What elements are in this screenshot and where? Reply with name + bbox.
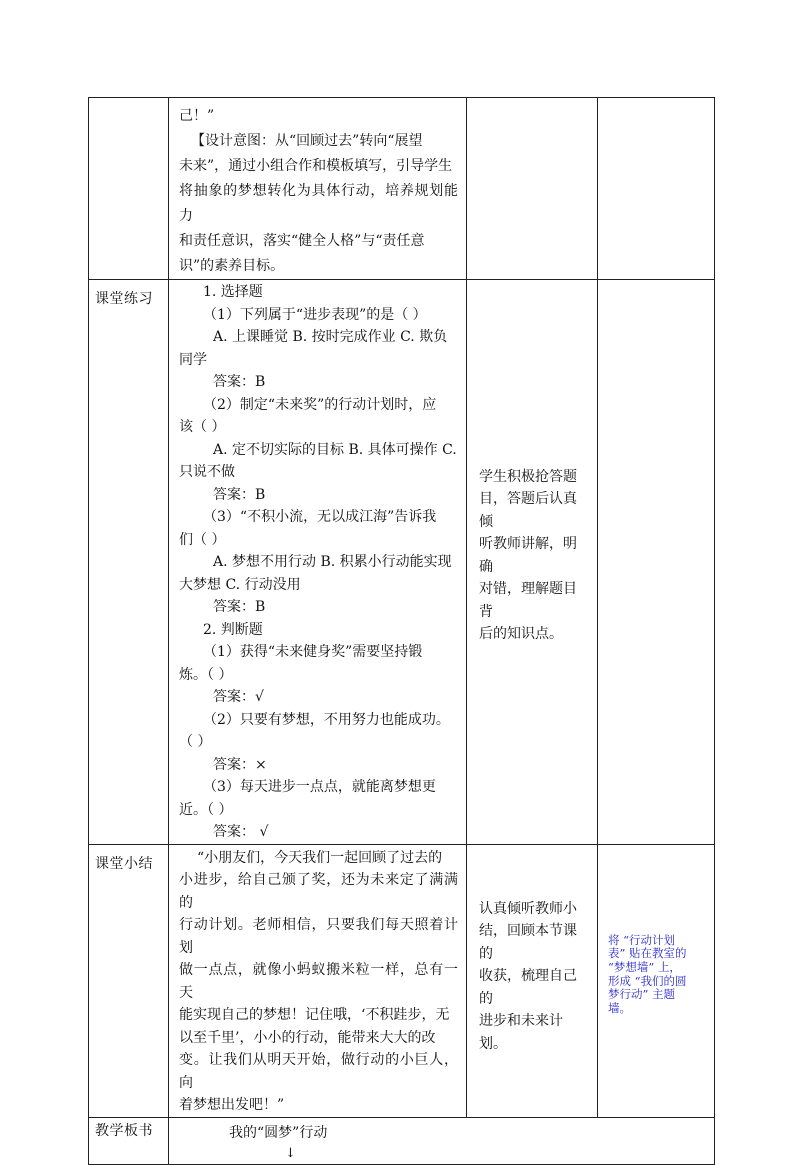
text-line: 识”的素养目标。 bbox=[179, 258, 285, 274]
effect-cell-empty bbox=[598, 98, 715, 280]
text-line: 和责任意识，落实“健全人格”与“责任意 bbox=[179, 233, 425, 249]
answer-line: 答案：B bbox=[213, 374, 266, 390]
text-line: 后的知识点。 bbox=[479, 626, 563, 643]
text-line: 对错，理解题目背 bbox=[479, 581, 577, 620]
text-line: 进步和未来计划。 bbox=[479, 1013, 563, 1052]
text-line: 【设计意图：从“回顾过去”转向“展望 bbox=[191, 133, 423, 149]
text-line: “小朋友们，今天我们一起回顾了过去的 bbox=[197, 849, 443, 866]
effect-line: 表” 贴在教室的 bbox=[608, 946, 687, 961]
effect-cell-practice-empty bbox=[598, 280, 715, 845]
text-line: 2. 判断题 bbox=[203, 621, 263, 638]
text-line: 变。让我们从明天开始，做行动的小巨人，向 bbox=[179, 1052, 458, 1091]
answer-line: 答案：√ bbox=[213, 689, 264, 705]
text-line: 听教师讲解，明确 bbox=[479, 536, 577, 575]
text-line: 目，答题后认真倾 bbox=[479, 491, 577, 530]
text-line: 大梦想 C. 行动没用 bbox=[179, 576, 301, 593]
text-line: （1）下列属于“进步表现”的是（ ） bbox=[203, 306, 427, 323]
text-line: 1. 选择题 bbox=[203, 284, 263, 300]
effect-line: 墙。 bbox=[608, 1000, 631, 1015]
effect-line: 形成 “我们的圆 bbox=[608, 973, 687, 988]
label-cell-empty bbox=[89, 98, 169, 280]
board-title: 我的“圆梦”行动 bbox=[229, 1124, 328, 1141]
row-label-summary: 课堂小结 bbox=[89, 844, 169, 1117]
answer-line: 答案： √ bbox=[213, 824, 269, 840]
text-line: （2）只要有梦想，不用努力也能成功。 bbox=[203, 711, 450, 728]
table-row-design-intent bbox=[89, 98, 715, 280]
text-line: 以至千里’，小小的行动，能带来大大的改 bbox=[179, 1029, 436, 1046]
text-line: 能实现自己的梦想！记住哦，‘不积跬步，无 bbox=[179, 1007, 450, 1023]
text-line: 将抽象的梦想转化为具体行动，培养规划能力 bbox=[179, 183, 458, 224]
text-line: A. 上课睡觉 B. 按时完成作业 C. 欺负 bbox=[213, 329, 448, 345]
summary-content-cell bbox=[169, 844, 467, 1117]
text-line: （3）“不积小流，无以成江海”告诉我 bbox=[203, 509, 437, 525]
text-line: 同学 bbox=[179, 351, 207, 368]
effect-line: 梦行动” 主题 bbox=[608, 987, 676, 1002]
text-line: 小进步，给自己颁了奖，还为未来定了满满的 bbox=[179, 872, 458, 911]
text-line: （1）获得“未来健身奖”需要坚持锻 bbox=[203, 644, 423, 660]
student-activity-cell-practice bbox=[467, 280, 598, 845]
text-line: 行动计划。老师相信，只要我们每天照着计划 bbox=[179, 917, 458, 956]
text-line: 只说不做 bbox=[179, 464, 235, 480]
answer-line: 答案：× bbox=[213, 756, 267, 773]
effect-line: 将 “行动计划 bbox=[608, 932, 676, 947]
text-line: 结，回顾本节课的 bbox=[479, 923, 577, 962]
down-arrow-icon: ↓ bbox=[285, 1146, 296, 1161]
table-row-board bbox=[89, 1117, 715, 1165]
text-line: A. 梦想不用行动 B. 积累小行动能实现 bbox=[213, 554, 452, 570]
text-line: （ ） bbox=[179, 734, 212, 750]
effect-line: “梦想墙” 上， bbox=[608, 959, 681, 974]
text-line: A. 定不切实际的目标 B. 具体可操作 C. bbox=[213, 441, 457, 458]
text-line: 做一点点，就像小蚂蚁搬米粒一样，总有一天 bbox=[179, 962, 458, 1001]
text-line: 学生积极抢答题 bbox=[479, 468, 577, 485]
text-line: 己！” bbox=[179, 108, 215, 124]
row-label-board: 教学板书 bbox=[89, 1117, 169, 1165]
text-line: 认真倾听教师小 bbox=[479, 900, 577, 917]
board-content-cell bbox=[169, 1117, 715, 1165]
text-line: 们（ ） bbox=[179, 531, 226, 548]
lesson-plan-table bbox=[88, 97, 715, 1165]
table-row-summary bbox=[89, 844, 715, 1117]
text-line: 该（ ） bbox=[179, 419, 226, 435]
text-line: 着梦想出发吧！” bbox=[179, 1097, 285, 1113]
text-line: （3）每天进步一点点，就能离梦想更 bbox=[203, 779, 436, 795]
answer-line: 答案：B bbox=[213, 486, 266, 503]
effect-cell-summary bbox=[598, 844, 715, 1117]
text-line: 未来”，通过小组合作和模板填写，引导学生 bbox=[179, 158, 453, 174]
answer-line: 答案：B bbox=[213, 599, 266, 615]
design-intent-cell bbox=[169, 98, 467, 280]
text-line: 炼。（ ） bbox=[179, 666, 233, 683]
student-activity-cell-empty bbox=[467, 98, 598, 280]
text-line: （2）制定“未来奖”的行动计划时，应 bbox=[203, 396, 437, 413]
student-activity-cell-summary bbox=[467, 844, 598, 1117]
text-line: 近。（ ） bbox=[179, 801, 233, 818]
practice-content-cell bbox=[169, 280, 467, 845]
table-row-practice bbox=[89, 280, 715, 845]
row-label-practice: 课堂练习 bbox=[89, 280, 169, 845]
text-line: 收获，梳理自己的 bbox=[479, 968, 577, 1007]
